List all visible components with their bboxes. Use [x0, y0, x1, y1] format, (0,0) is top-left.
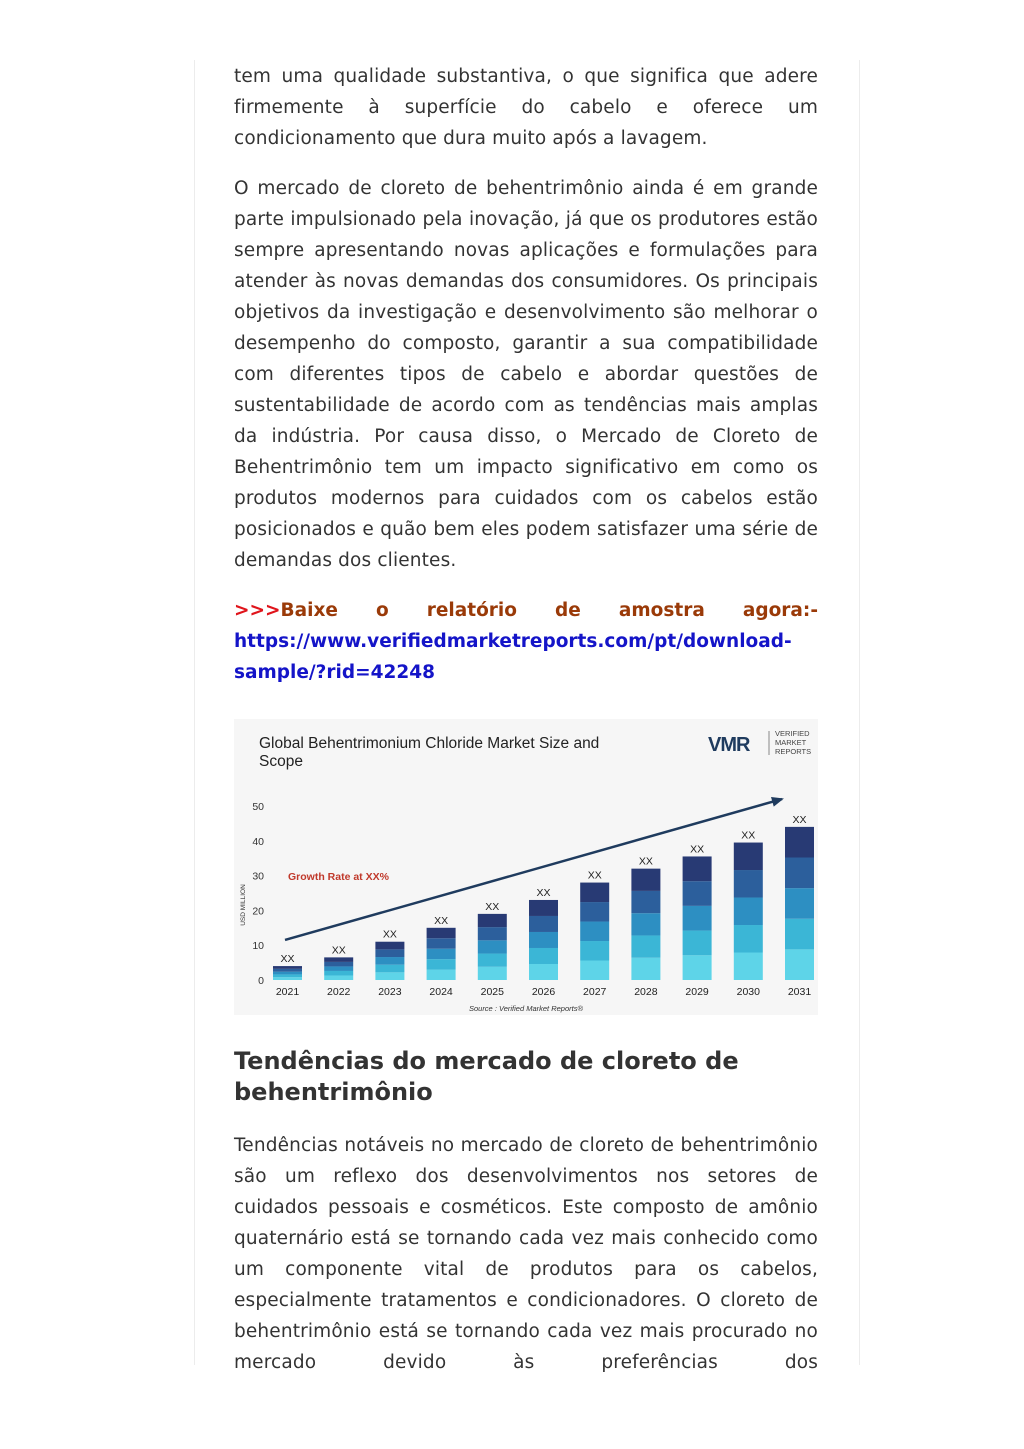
paragraph-innovation: O mercado de cloreto de behentrimônio ainda é em grande parte impulsionado pela inovação, já que os produtores estão sempre apresentando novas aplicações e formulações para atender às novas demandas dos consumidores. Os principais objetivos da investigação e desenvolvimento são melhorar o desempenho do composto, garantir a sua compatibilidade com diferentes tipos de cabelo e abordar questões de sustentabilidade de acordo com as tendências mais amplas da indústria. Por causa disso, o Mercado de Cloreto de Behentrimônio tem um impacto significativo em como os produtos modernos para cuidados com os cabelos estão posicionados e quão bem eles podem satisfazer uma série de demandas dos clientes.	[234, 178, 818, 571]
cta-arrows: >>>	[234, 600, 281, 621]
bar-2030-segment-2	[734, 925, 763, 952]
bar-2026-segment-1	[529, 964, 558, 980]
x-tick-label-2024: 2024	[429, 986, 453, 998]
bar-2030-segment-1	[734, 953, 763, 980]
bar-2031-segment-4	[785, 858, 814, 889]
sample-download-cta	[234, 595, 818, 688]
bar-data-label-2025: XX	[485, 900, 500, 913]
bar-2028-segment-2	[631, 935, 660, 957]
x-tick-label-2021: 2021	[275, 986, 300, 998]
bar-data-label-2027: XX	[587, 869, 602, 882]
y-tick-label-40: 40	[252, 835, 264, 848]
bar-2026-segment-5	[529, 900, 558, 916]
section-heading: Tendências do mercado de cloreto de behentrimônio	[234, 1047, 739, 1106]
bar-2029-segment-2	[683, 931, 712, 956]
x-tick-label-2030: 2030	[736, 986, 760, 998]
bar-2027-segment-4	[580, 902, 609, 921]
x-tick-label-2028: 2028	[634, 986, 658, 998]
bar-data-label-2028: XX	[638, 855, 653, 868]
x-tick-label-2025: 2025	[480, 986, 504, 998]
bar-2021-segment-4	[273, 969, 302, 972]
chart-title-line-2: Scope	[259, 753, 303, 770]
bar-2021-segment-5	[273, 966, 302, 969]
bar-2029-segment-4	[683, 881, 712, 906]
bar-2022-segment-1	[324, 975, 353, 980]
x-tick-label-2027: 2027	[583, 986, 607, 998]
y-tick-label-20: 20	[252, 905, 264, 918]
bar-2025-segment-3	[478, 940, 507, 953]
logo-caption-3: REPORTS	[775, 747, 812, 756]
bar-2028-segment-4	[631, 891, 660, 913]
bar-2027-segment-5	[580, 883, 609, 902]
y-tick-label-10: 10	[252, 940, 264, 953]
bar-2031-segment-1	[785, 949, 814, 980]
market-chart-svg	[234, 719, 818, 1015]
bar-2023-segment-3	[375, 957, 404, 965]
x-tick-label-2026: 2026	[531, 986, 556, 998]
bar-2030-segment-5	[734, 843, 763, 870]
bar-2028-segment-5	[631, 869, 660, 891]
bar-2024-segment-4	[427, 938, 456, 948]
bar-data-label-2022: XX	[331, 944, 346, 957]
bar-2028-segment-3	[631, 913, 660, 935]
bar-2023-segment-4	[375, 949, 404, 957]
paragraph-intro: tem uma qualidade substantiva, o que significa que adere firmemente à superfície do cabelo e oferece um condicionamento que dura muito após a lavagem.	[234, 66, 818, 149]
bar-2022-segment-5	[324, 957, 353, 962]
growth-rate-annotation: Growth Rate at XX%	[288, 871, 389, 883]
bar-2026-segment-2	[529, 948, 558, 964]
bar-2025-segment-4	[478, 927, 507, 940]
bar-2021-segment-1	[273, 977, 302, 980]
bar-2023-segment-5	[375, 942, 404, 950]
market-size-chart	[234, 719, 818, 1015]
bar-2030-segment-3	[734, 898, 763, 925]
y-tick-label-30: 30	[252, 870, 264, 883]
bar-2024-segment-3	[427, 949, 456, 959]
bar-2031-segment-2	[785, 919, 814, 950]
bar-2025-segment-5	[478, 914, 507, 927]
chart-title-line-1: Global Behentrimonium Chloride Market Size and	[259, 735, 600, 752]
bar-data-label-2024: XX	[434, 914, 449, 927]
bar-data-label-2026: XX	[536, 886, 551, 899]
bar-2022-segment-4	[324, 962, 353, 967]
x-tick-label-2029: 2029	[685, 986, 709, 998]
bar-2022-segment-3	[324, 966, 353, 971]
bar-data-label-2030: XX	[741, 829, 756, 842]
bar-2022-segment-2	[324, 971, 353, 976]
logo-caption-1: VERIFIED	[775, 729, 810, 738]
bar-2027-segment-1	[580, 961, 609, 980]
bar-2021-segment-3	[273, 972, 302, 975]
bar-2025-segment-1	[478, 967, 507, 980]
bar-2027-segment-3	[580, 922, 609, 941]
growth-trend-arrowhead	[771, 797, 784, 807]
logo-caption-2: MARKET	[775, 738, 807, 747]
bar-2021-segment-2	[273, 974, 302, 977]
vmr-logo-mark: VMR	[708, 734, 750, 756]
bar-2024-segment-1	[427, 970, 456, 980]
bar-2024-segment-2	[427, 959, 456, 969]
bar-2029-segment-1	[683, 955, 712, 980]
bar-2024-segment-5	[427, 928, 456, 938]
paragraph-trends: Tendências notáveis no mercado de cloreto de behentrimônio são um reflexo dos desenvolvimentos nos setores de cuidados pessoais e cosméticos. Este composto de amônio quaternário está se tornando cada vez mais conhecido como um componente vital de produtos para os cabelos, especialmente tratamentos e condicionadores. O cloreto de behentrimônio está se tornando cada vez mais procurado no mercado devido às preferências dos	[234, 1135, 818, 1373]
bar-2027-segment-2	[580, 941, 609, 960]
bar-2029-segment-3	[683, 906, 712, 931]
bar-data-label-2023: XX	[382, 928, 397, 941]
x-tick-label-2023: 2023	[378, 986, 402, 998]
bar-2031-segment-5	[785, 827, 814, 858]
bar-2026-segment-3	[529, 932, 558, 948]
bar-2029-segment-5	[683, 856, 712, 881]
bar-2026-segment-4	[529, 916, 558, 932]
bar-data-label-2031: XX	[792, 813, 807, 826]
article-content	[234, 61, 818, 1378]
cta-label: Baixe o relatório de amostra agora:-	[280, 600, 818, 621]
x-tick-label-2022: 2022	[327, 986, 351, 998]
sample-download-link[interactable]: https://www.verifiedmarketreports.com/pt/download-sample/?rid=42248	[234, 631, 792, 683]
bar-2023-segment-1	[375, 972, 404, 980]
bar-2025-segment-2	[478, 954, 507, 967]
bar-2023-segment-2	[375, 965, 404, 973]
y-axis-label: USD MILLION	[240, 884, 247, 926]
chart-source: Source : Verified Market Reports®	[468, 1004, 584, 1013]
bar-2028-segment-1	[631, 958, 660, 980]
y-tick-label-50: 50	[252, 801, 264, 813]
bar-data-label-2029: XX	[690, 843, 705, 856]
x-tick-label-2031: 2031	[787, 986, 812, 998]
bar-2031-segment-3	[785, 888, 814, 919]
bar-data-label-2021: XX	[280, 953, 295, 966]
bar-2030-segment-4	[734, 870, 763, 897]
y-tick-label-0: 0	[258, 975, 264, 987]
